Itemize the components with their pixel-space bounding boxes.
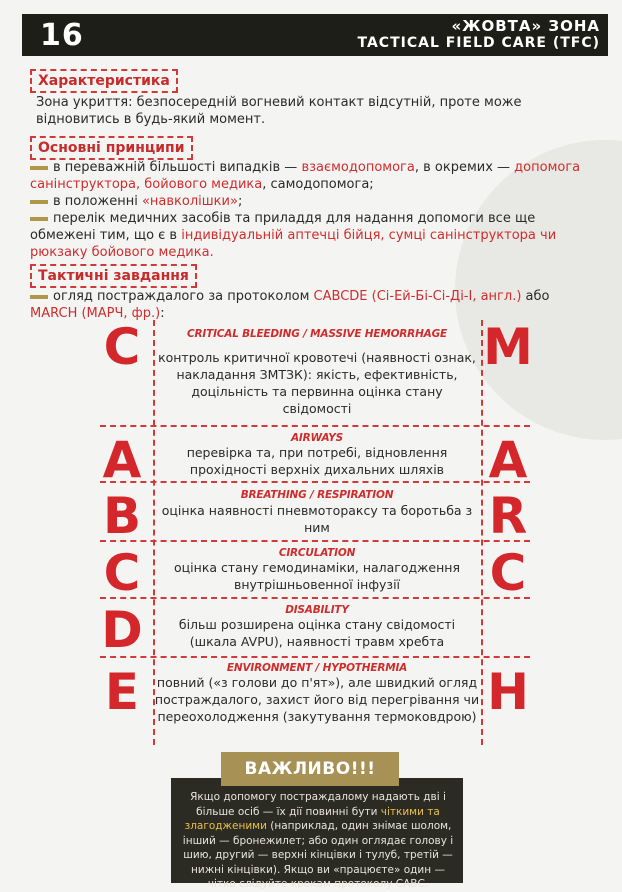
row-separator bbox=[100, 425, 530, 427]
march-letter: R bbox=[488, 487, 528, 545]
principle-item: в положенні «навколішки»; bbox=[30, 193, 590, 210]
row-text: повний («з голови до п'ят»), але швидкий огляд постраждалого, захист його від перегрівання чи переохолодження (закутування термоковдрою) bbox=[154, 675, 480, 724]
characteristics-heading: Характеристика bbox=[30, 69, 178, 93]
tasks-intro: огляд постраждалого за протоколом CABCDE (Сі-Ей-Бі-Сі-Ді-І, англ.) або MARCH (МАРЧ, фр.): bbox=[30, 289, 550, 321]
row-title: BREATHING / RESPIRATION bbox=[240, 489, 394, 501]
tasks-heading: Тактичні завдання bbox=[30, 264, 197, 288]
cabcde-letter: E bbox=[104, 663, 140, 721]
row-separator bbox=[100, 597, 530, 599]
row-title: DISABILITY bbox=[285, 604, 349, 616]
row-title: CRITICAL BLEEDING / MASSIVE HEMORRHAGE bbox=[187, 328, 447, 340]
bullet-dash-icon bbox=[30, 200, 48, 204]
cabcde-letter: C bbox=[103, 318, 141, 376]
march-letter: A bbox=[488, 431, 528, 489]
row-text: перевірка та, при потребі, відновлення прохідності верхніх дихальних шляхів bbox=[186, 445, 448, 477]
characteristics-text: Зона укриття: безпосередній вогневий контакт відсутній, проте може відновитись в будь-який момент. bbox=[36, 95, 522, 127]
principles-heading: Основні принципи bbox=[30, 136, 193, 160]
principle-item: перелік медичних засобів та приладдя для надання допомоги все ще обмежені тим, що є в індивідуальній аптечці бійця, сумці санінструктора чи рюкзаку бойового медика. bbox=[30, 211, 557, 260]
march-letter: H bbox=[487, 663, 529, 721]
principle-item: в переважній більшості випадків — взаємодопомога, в окремих — допомога санінструктора, бойового медика, самодопомога; bbox=[30, 160, 581, 192]
bullet-dash-icon bbox=[30, 217, 48, 221]
row-text: контроль критичної кровотечі (наявності ознак, накладання ЗМТЗК): якість, ефективність, доцільність та первинна оцінка стану свідомості bbox=[158, 350, 476, 416]
row-text: більш розширена оцінка стану свідомості (шкала AVPU), наявності травм хребта bbox=[178, 617, 456, 649]
row-title: AIRWAYS bbox=[290, 432, 343, 444]
row-title: CIRCULATION bbox=[278, 547, 356, 559]
zone-subtitle: TACTICAL FIELD CARE (TFC) bbox=[357, 35, 600, 51]
principles-list bbox=[30, 159, 590, 261]
row-text: оцінка стану гемодинаміки, налагодження внутрішньовенної інфузії bbox=[174, 560, 460, 592]
important-text: Якщо допомогу постраждалому надають дві і більше осіб — їх дії повинні бути чіткими та злагодженими (наприклад, один знімає шолом, інший — бронежилет; або один оглядає голову і шию, другий — верхні кінцівки і тулуб, третій — нижні кінцівки). Якщо ви «працюєте» один — чітко слідуйте крокам протоколу САВС. bbox=[182, 791, 454, 890]
important-label: ВАЖЛИВО!!! bbox=[221, 752, 399, 786]
cabcde-letter: A bbox=[102, 431, 142, 489]
row-title: ENVIRONMENT / HYPOTHERMIA bbox=[226, 662, 408, 674]
zone-title: «ЖОВТА» ЗОНА bbox=[451, 17, 600, 35]
bullet-dash-icon bbox=[30, 166, 48, 170]
row-separator bbox=[100, 540, 530, 542]
cabcde-letter: C bbox=[103, 544, 141, 602]
cabcde-letter: B bbox=[102, 487, 142, 545]
row-separator bbox=[100, 656, 530, 658]
cabcde-letter: D bbox=[101, 601, 143, 659]
march-letter: M bbox=[483, 318, 533, 376]
bullet-dash-icon bbox=[30, 295, 48, 299]
march-letter: C bbox=[489, 544, 527, 602]
row-separator bbox=[100, 481, 530, 483]
row-text: оцінка наявності пневмотораксу та боротьба з ним bbox=[161, 503, 473, 535]
page-number: 16 bbox=[40, 18, 84, 53]
